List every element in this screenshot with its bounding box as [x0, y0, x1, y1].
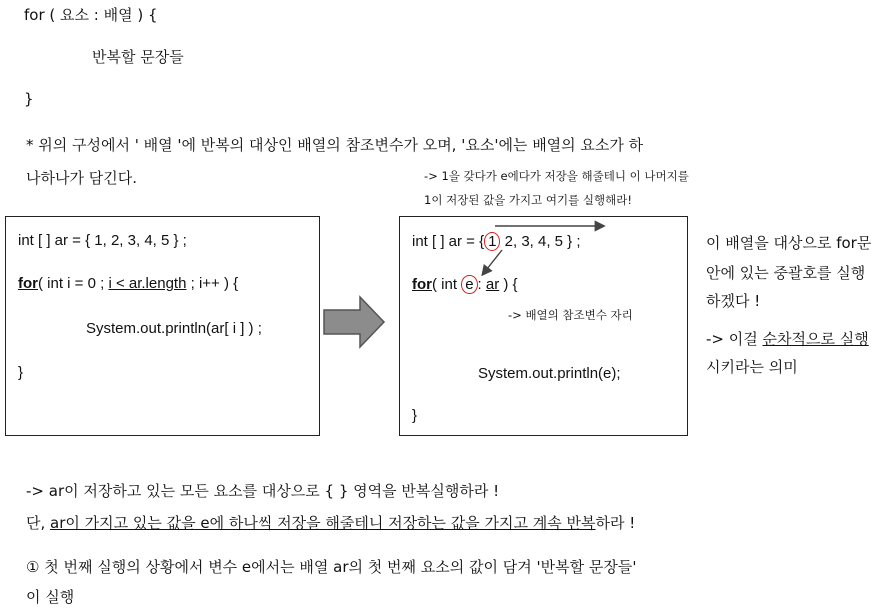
explanation-line-2: 나하나가 담긴다.: [26, 169, 137, 187]
right-code-text: ) {: [499, 276, 518, 293]
side-note-line-1: 이 배열을 대상으로 for문: [706, 234, 872, 252]
left-code-line-3: System.out.println(ar[ i ] ) ;: [86, 320, 262, 337]
left-code-text: ; i++ ) {: [186, 275, 239, 292]
side-note-line-5: 시키라는 의미: [706, 358, 798, 376]
circled-variable: e: [461, 275, 477, 294]
loop-condition: i < ar.length: [108, 275, 187, 292]
pointer-down-arrow-icon: [483, 250, 502, 274]
side-note-line-3: 하겠다 !: [706, 292, 761, 310]
left-code-line-1: int [ ] ar = { 1, 2, 3, 4, 5 } ;: [18, 232, 187, 249]
array-reference-note: -> 배열의 참조변수 자리: [508, 308, 633, 322]
annotation-top-line-2: 1이 저장된 값을 가지고 여기를 실행해라!: [424, 193, 632, 207]
bottom-line-2: [26, 512, 635, 533]
annotation-arrows: [399, 216, 687, 434]
left-code-text: ( int i = 0 ;: [38, 275, 109, 292]
right-code-text: 2, 3, 4, 5 } ;: [500, 233, 581, 250]
bottom-emphasis: ar이 가지고 있는 값을 e에 하나씩 저장을 해줄테니 저장하는 값을 가지고 계속 반복: [50, 514, 596, 532]
side-note-text: -> 이걸: [706, 330, 763, 348]
side-note-line-2: 안에 있는 중괄호를 실행: [706, 264, 866, 282]
annotation-top-line-1: -> 1을 갖다가 e에다가 저장을 해줄테니 이 나머지를: [424, 169, 689, 183]
array-reference: ar: [485, 276, 500, 293]
explanation-line-1: * 위의 구성에서 ' 배열 '에 반복의 대상인 배열의 참조변수가 오며, '요소'에는 배열의 요소가 하: [26, 136, 644, 154]
right-code-text: ( int: [432, 276, 462, 293]
side-note-line-4: [706, 328, 869, 349]
for-keyword: for: [18, 275, 38, 292]
bottom-line-4: 이 실행: [26, 588, 75, 606]
syntax-line-2: 반복할 문장들: [92, 48, 184, 66]
left-code-box: [5, 216, 320, 436]
bottom-line-1: -> ar이 저장하고 있는 모든 요소를 대상으로 { } 영역을 반복실행하라 !: [26, 482, 500, 500]
right-code-line-3: System.out.println(e);: [478, 365, 621, 382]
left-code-line-2: [18, 275, 238, 292]
side-note-emphasis: 순차적으로 실행: [762, 330, 869, 348]
syntax-line-3: }: [24, 90, 34, 108]
syntax-line-1: for ( 요소 : 배열 ) {: [24, 6, 158, 24]
right-code-text: :: [477, 276, 486, 293]
right-code-line-4: }: [412, 407, 418, 424]
bottom-text: 단,: [26, 514, 51, 532]
bottom-line-3: ① 첫 번째 실행의 상황에서 변수 e에서는 배열 ar의 첫 번째 요소의 값이 담겨 '반복할 문장들': [26, 558, 637, 576]
bottom-text: 하라 !: [595, 514, 636, 532]
right-arrow-icon: [322, 294, 388, 350]
right-code-text: int [ ] ar = {: [412, 233, 485, 250]
circled-value: 1: [484, 232, 500, 251]
left-code-line-4: }: [18, 364, 24, 381]
for-keyword: for: [412, 276, 432, 293]
